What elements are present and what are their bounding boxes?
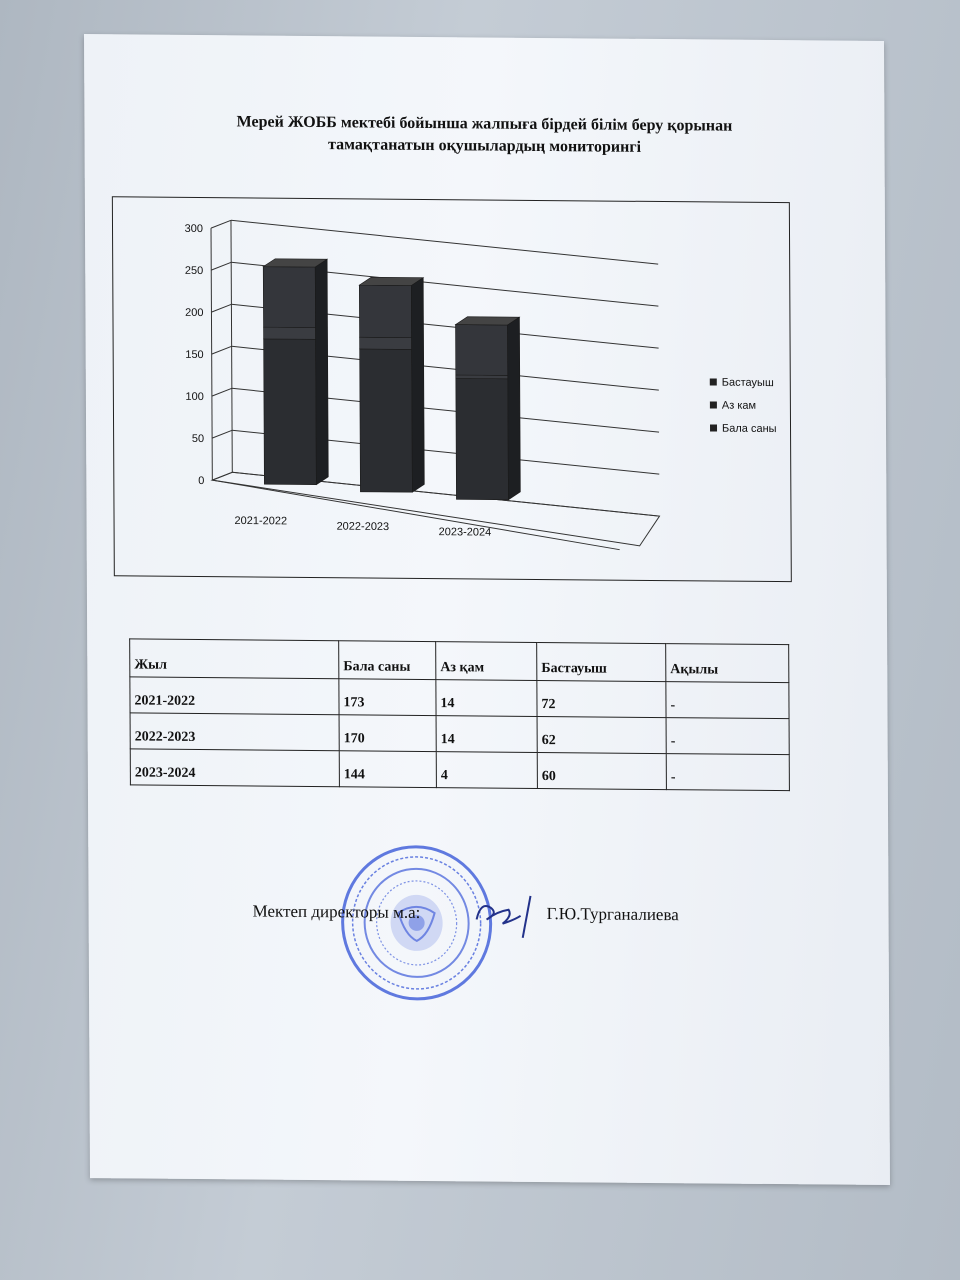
- title-line-1: Мерей ЖОББ мектебі бойынша жалпыға бірдей білім беру қорынан: [236, 113, 733, 135]
- bar-side: [315, 259, 328, 485]
- title-line-2: тамақтанатын оқушылардың мониторингі: [328, 136, 642, 156]
- table-row: [130, 713, 789, 755]
- bar-segment: [360, 349, 413, 492]
- y-tick-label: 100: [185, 390, 204, 404]
- header-cell: Бастауыш: [537, 642, 666, 681]
- grid-line: [212, 346, 232, 354]
- table-cell: -: [666, 682, 789, 719]
- grid-line: [211, 262, 231, 270]
- table-cell: 170: [339, 715, 436, 752]
- bar-segment: [360, 337, 412, 349]
- legend-swatch: [710, 401, 717, 408]
- legend-item: [710, 370, 777, 394]
- table-cell: 2022-2023: [130, 713, 339, 751]
- y-tick-label: 150: [185, 348, 204, 362]
- x-tick-label: 2021-2022: [234, 514, 288, 528]
- signature-label: Мектеп директоры м.а:: [252, 901, 421, 922]
- header-cell: Бала саны: [339, 641, 436, 680]
- table-cell: -: [666, 754, 789, 791]
- bar-segment: [263, 267, 315, 328]
- grid-line: [231, 220, 658, 264]
- header-cell: Ақылы: [666, 644, 789, 683]
- table-cell: 144: [339, 751, 436, 788]
- x-tick-label: 2023-2024: [438, 526, 492, 539]
- y-tick-label: 200: [185, 306, 204, 320]
- y-tick-label: 50: [191, 432, 205, 446]
- table-cell: -: [666, 718, 789, 755]
- table-cell: 14: [436, 680, 537, 717]
- table-row: [130, 677, 789, 719]
- header-cell: Аз қам: [436, 642, 537, 681]
- table-cell: 72: [537, 680, 666, 717]
- monitoring-table: [129, 638, 790, 791]
- table-cell: 4: [436, 752, 537, 789]
- legend-label-bala-sany: Бала саны: [721, 422, 777, 435]
- grid-line: [212, 388, 232, 396]
- back-wall-edge: [231, 220, 232, 472]
- y-tick-label: 250: [184, 264, 204, 278]
- chart-legend: [710, 370, 777, 440]
- handwritten-signature: [468, 889, 548, 940]
- table-row: [130, 749, 789, 791]
- legend-label-bastauysh: Бастауыш: [721, 376, 774, 389]
- bar-chart: [113, 197, 791, 581]
- x-tick-label: 2022-2023: [336, 520, 390, 534]
- bar-segment: [455, 325, 507, 376]
- grid-line: [212, 430, 232, 438]
- document-sheet: [84, 34, 890, 1185]
- bar-side: [507, 317, 520, 500]
- table-cell: 173: [339, 679, 436, 716]
- document-title: [154, 111, 814, 161]
- bar-segment: [456, 378, 509, 499]
- y-tick-label: 300: [184, 222, 204, 236]
- chart-frame: [112, 196, 792, 582]
- table-cell: 2023-2024: [130, 749, 339, 787]
- y-tick-label: 0: [198, 475, 205, 488]
- grid-line: [211, 304, 231, 312]
- table-header-row: [130, 639, 789, 683]
- signatory-name: Г.Ю.Турганалиева: [546, 904, 679, 925]
- legend-label-az-kam: Аз кам: [721, 399, 757, 412]
- bar-segment: [264, 339, 317, 485]
- table-cell: 60: [537, 752, 666, 789]
- legend-swatch: [710, 424, 717, 431]
- y-axis: [211, 228, 212, 480]
- table-cell: 62: [537, 716, 666, 753]
- table-cell: 14: [436, 716, 537, 753]
- header-cell: Жыл: [130, 639, 339, 679]
- bar-segment: [264, 327, 316, 339]
- legend-item: [710, 393, 777, 417]
- bar-side: [411, 278, 424, 493]
- legend-item: [710, 416, 777, 440]
- bar-segment: [359, 285, 411, 338]
- table-cell: 2021-2022: [130, 677, 339, 715]
- grid-line: [211, 220, 231, 228]
- signature-block: [252, 901, 679, 925]
- legend-swatch: [710, 378, 717, 385]
